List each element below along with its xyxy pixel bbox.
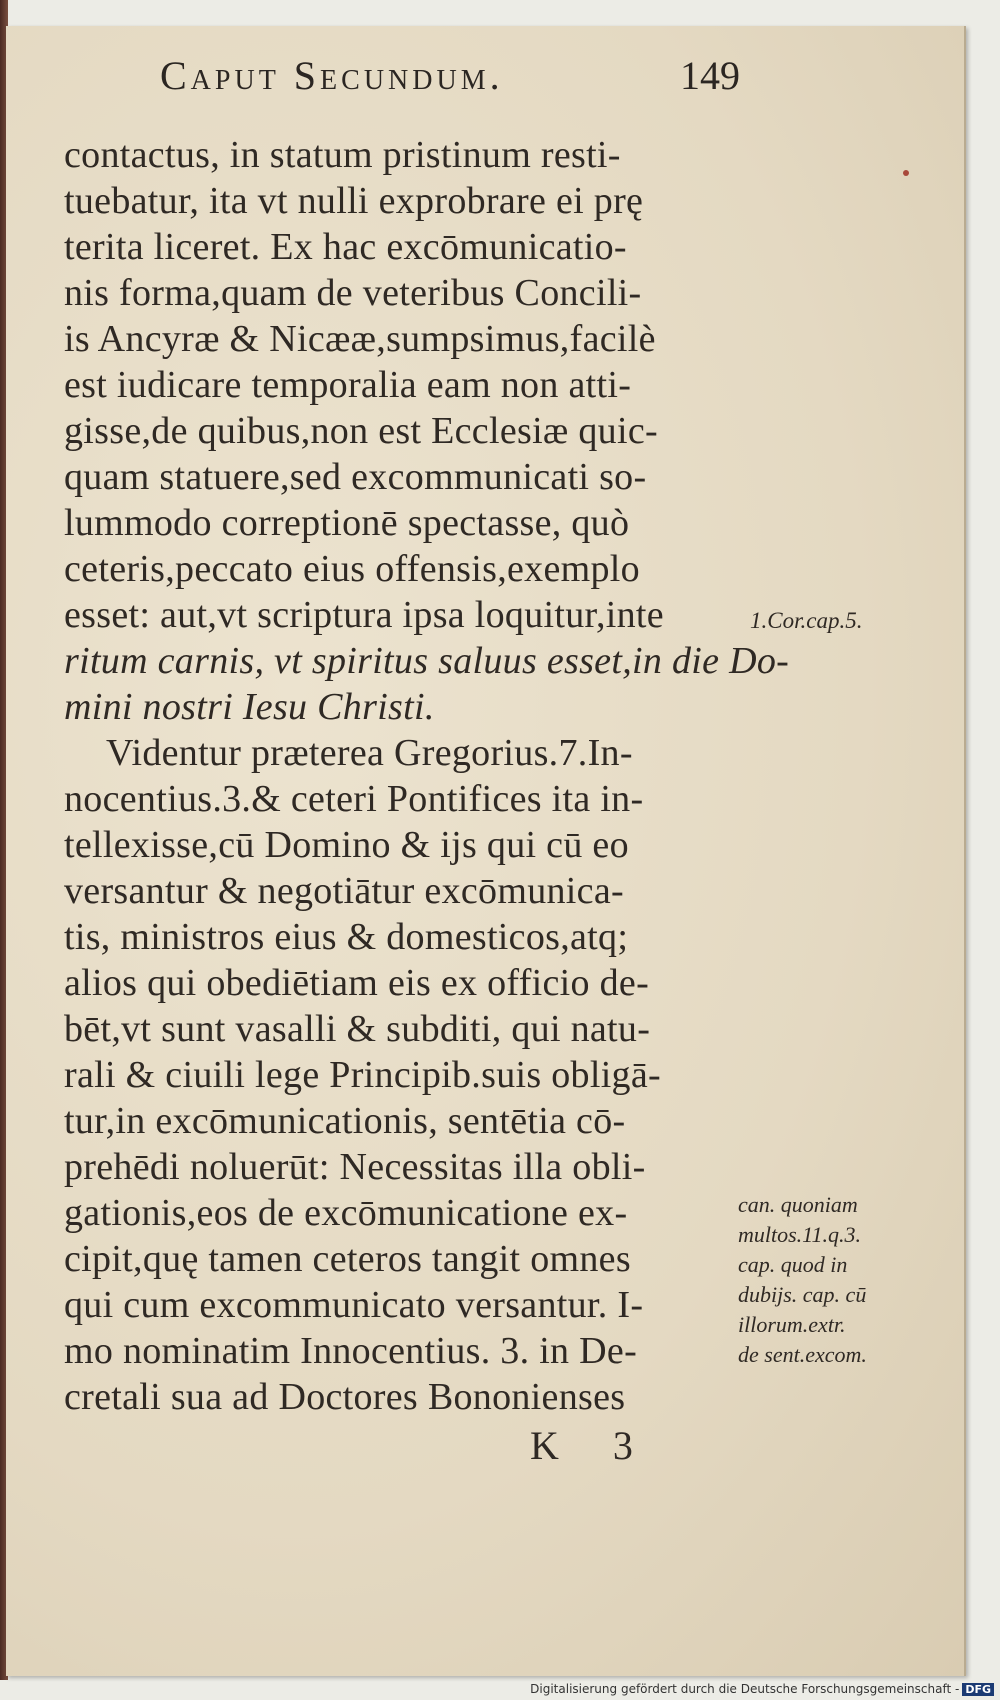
text-line: nocentius.3.& ceteri Pontifices ita in- [64,778,644,820]
text-line: est iudicare temporalia eam non atti- [64,364,632,406]
digitization-credit [530,1682,994,1696]
text-line-italic: ritum carnis, vt spiritus saluus esset,in die Do- [64,640,790,682]
margin-note-1: 1.Cor.cap.5. [750,608,863,633]
text-line: versantur & negotiātur excōmunica- [64,870,624,912]
margin-note-2-line: can. quoniam [738,1192,858,1217]
margin-note-2-line: cap. quod in [738,1252,848,1277]
text-line: qui cum excommunicato versantur. I- [64,1284,644,1326]
credit-text: Digitalisierung gefördert durch die Deutsche Forschungsgemeinschaft - [530,1682,960,1696]
text-line: quam statuere,sed excommunicati so- [64,456,647,498]
margin-note-2-line: illorum.extr. [738,1312,846,1337]
text-line: prehēdi noluerūt: Necessitas illa obli- [64,1146,646,1188]
text-line: tellexisse,cū Domino & ijs qui cū eo [64,824,629,866]
text-line: rali & ciuili lege Principib.suis obligā- [64,1054,661,1096]
text-line: lummodo correptionē spectasse, quò [64,502,630,544]
page-header [160,52,740,100]
dfg-logo: DFG [962,1683,994,1696]
text-line: bēt,vt sunt vasalli & subditi, qui natu- [64,1008,651,1050]
margin-note-2-line: de sent.excom. [738,1342,867,1367]
text-line: esset: aut,vt scriptura ipsa loquitur,inte [64,594,664,636]
text-line: ceteris,peccato eius offensis,exemplo [64,548,640,590]
text-line: terita liceret. Ex hac excōmunicatio- [64,226,627,268]
text-line: nis forma,quam de veteribus Concili- [64,272,642,314]
text-line: tuebatur, ita vt nulli exprobrare ei prę [64,180,644,222]
text-line: mo nominatim Innocentius. 3. in De- [64,1330,638,1372]
body-text [64,132,790,1420]
signature-mark: K 3 [530,1423,655,1468]
text-line: gisse,de quibus,non est Ecclesiæ quic- [64,410,658,452]
text-line: gationis,eos de excōmunicatione ex- [64,1192,628,1234]
text-line: tis, ministros eius & domesticos,atq; [64,916,629,958]
page-number: 149 [680,53,740,98]
margin-note-2-line: dubijs. cap. cū [738,1282,867,1307]
paragraph-start-line: Videntur præterea Gregorius.7.In- [106,732,633,774]
running-title: Caput Secundum. [160,53,504,98]
margin-note-2-line: multos.11.q.3. [738,1222,862,1247]
text-line: alios qui obediētiam eis ex officio de- [64,962,650,1004]
text-line: is Ancyræ & Nicææ,sumpsimus,facilè [64,318,656,360]
text-line: cretali sua ad Doctores Bononienses [64,1376,626,1418]
text-line-italic: mini nostri Iesu Christi. [64,686,435,728]
text-line: cipit,quę tamen ceteros tangit omnes [64,1238,631,1280]
text-line: tur,in excōmunicationis, sentētia cō- [64,1100,626,1142]
text-line: contactus, in statum pristinum resti- [64,134,621,176]
ink-spot [903,170,909,176]
